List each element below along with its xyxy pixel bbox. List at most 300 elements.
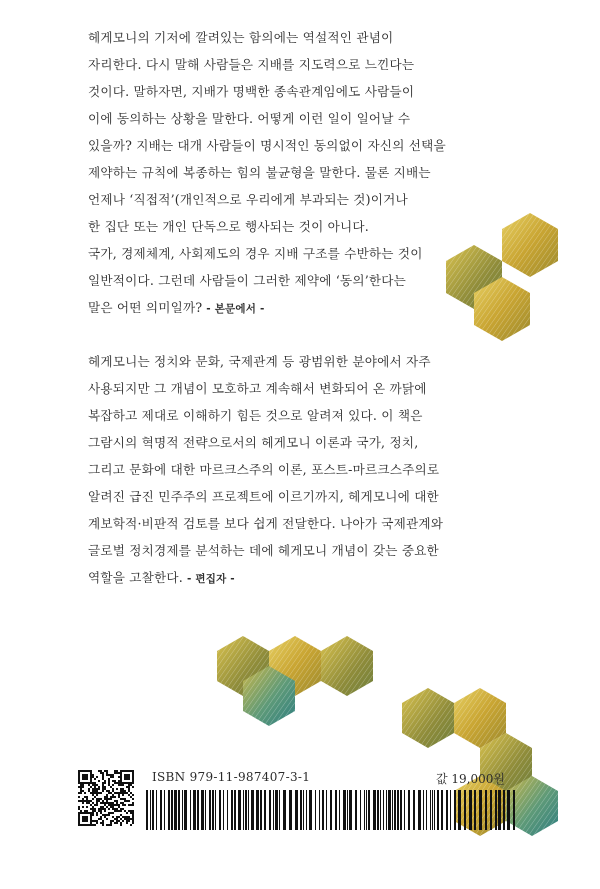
excerpt-credit: - 본문에서 -: [206, 303, 265, 315]
qr-module: [116, 800, 118, 802]
qr-module: [132, 822, 134, 824]
qr-module: [112, 776, 114, 778]
editor-note-line-text: 역할을 고찰한다.: [88, 570, 183, 585]
qr-module: [114, 772, 116, 774]
qr-module: [102, 808, 104, 810]
qr-module: [80, 788, 82, 790]
barcode-bar: [408, 790, 410, 830]
editor-note-line: 헤게모니는 정치와 문화, 국제관계 등 광범위한 분야에서 자주: [88, 354, 431, 369]
qr-module: [88, 802, 90, 804]
qr-module: [106, 802, 108, 804]
qr-module: [104, 802, 106, 804]
qr-module: [126, 792, 128, 794]
editor-note-line: 그리고 문화에 대한 마르크스주의 이론, 포스트-마르크스주의로: [88, 462, 440, 477]
qr-module: [114, 800, 116, 802]
qr-module: [130, 824, 132, 826]
qr-module: [114, 810, 116, 812]
qr-module: [108, 802, 110, 804]
barcode-bar: [197, 790, 199, 830]
qr-module: [110, 820, 112, 822]
barcode-bar: [454, 790, 456, 830]
qr-module: [78, 808, 80, 810]
qr-module: [114, 782, 116, 784]
qr-module: [130, 796, 132, 798]
barcode-bar: [330, 790, 332, 830]
qr-module: [124, 804, 126, 806]
qr-module: [108, 824, 110, 826]
editor-credit: - 편집자 -: [186, 573, 235, 585]
qr-module: [132, 820, 134, 822]
excerpt-line-last: [88, 294, 446, 321]
qr-module: [118, 780, 120, 782]
qr-module: [126, 818, 128, 820]
editor-note-line: 알려진 급진 민주주의 프로젝트에 이르기까지, 헤게모니에 대한: [88, 489, 439, 504]
qr-module: [102, 820, 104, 822]
qr-module: [118, 784, 120, 786]
qr-module: [110, 776, 112, 778]
hexagon-cluster-graphic: [440, 208, 570, 348]
barcode-bar: [251, 790, 254, 830]
qr-module: [132, 802, 134, 804]
barcode-bar: [349, 790, 352, 830]
qr-module: [92, 788, 94, 790]
qr-module: [104, 786, 106, 788]
qr-module: [88, 784, 90, 786]
qr-module: [132, 794, 134, 796]
qr-module: [104, 780, 106, 782]
barcode-bar: [231, 790, 233, 830]
excerpt-line: 이에 동의하는 상황을 말한다. 어떻게 이런 일이 일어날 수: [88, 111, 411, 126]
qr-module: [122, 798, 124, 800]
qr-module: [86, 810, 88, 812]
qr-module: [116, 802, 118, 804]
qr-module: [118, 816, 120, 818]
barcode-bar: [215, 790, 216, 830]
qr-module: [92, 782, 94, 784]
qr-module: [100, 816, 102, 818]
qr-module: [104, 770, 106, 772]
barcode-bar: [275, 790, 278, 830]
qr-module: [112, 816, 114, 818]
qr-module: [102, 806, 104, 808]
qr-module: [94, 786, 96, 788]
barcode-bar: [190, 790, 191, 830]
qr-module: [116, 816, 118, 818]
barcode-bar: [413, 790, 415, 830]
qr-module: [106, 770, 108, 772]
qr-module: [122, 790, 124, 792]
qr-module: [96, 820, 98, 822]
barcode-bar: [347, 790, 348, 830]
qr-module: [94, 796, 96, 798]
qr-module: [112, 790, 114, 792]
barcode-bar: [256, 790, 259, 830]
qr-module: [112, 806, 114, 808]
barcode-bar: [184, 790, 187, 830]
barcode-bar: [171, 790, 173, 830]
barcode-bar: [295, 790, 298, 830]
qr-module: [124, 816, 126, 818]
barcode-bar: [205, 790, 206, 830]
qr-module: [92, 802, 94, 804]
qr-module: [102, 782, 104, 784]
qr-module: [84, 810, 86, 812]
qr-module: [106, 824, 108, 826]
barcode-bar: [434, 790, 435, 830]
qr-module: [116, 792, 118, 794]
qr-module: [102, 814, 104, 816]
barcode-bar: [383, 790, 384, 830]
qr-module: [94, 788, 96, 790]
qr-module: [102, 774, 104, 776]
hexagon-shape: [402, 688, 454, 748]
qr-module: [92, 792, 94, 794]
qr-module: [132, 810, 134, 812]
qr-module: [128, 816, 130, 818]
barcode-bar: [377, 790, 379, 830]
barcode-bar: [319, 790, 320, 830]
qr-module: [98, 780, 100, 782]
qr-module: [108, 778, 110, 780]
qr-module: [98, 786, 100, 788]
qr-module: [96, 790, 98, 792]
qr-module: [106, 818, 108, 820]
qr-module: [96, 798, 98, 800]
qr-module: [100, 792, 102, 794]
qr-module: [110, 812, 112, 814]
qr-module: [104, 814, 106, 816]
qr-module: [110, 786, 112, 788]
qr-module: [106, 806, 108, 808]
qr-module: [122, 794, 124, 796]
barcode-bar: [146, 790, 148, 830]
qr-module: [118, 796, 120, 798]
qr-module: [106, 814, 108, 816]
qr-module: [78, 806, 80, 808]
qr-module: [126, 812, 128, 814]
qr-module: [102, 772, 104, 774]
qr-module: [130, 804, 132, 806]
barcode-bar: [303, 790, 304, 830]
qr-module: [106, 774, 108, 776]
qr-module: [92, 824, 94, 826]
qr-module: [106, 796, 108, 798]
barcode-bar: [366, 790, 367, 830]
qr-module: [106, 798, 108, 800]
qr-module: [116, 808, 118, 810]
qr-module: [100, 812, 102, 814]
qr-module: [110, 798, 112, 800]
qr-module: [80, 800, 82, 802]
barcode-bar: [243, 790, 244, 830]
barcode-bar: [503, 790, 505, 830]
qr-module: [116, 804, 118, 806]
barcode-bar: [279, 790, 280, 830]
qr-module: [92, 812, 94, 814]
qr-module: [106, 800, 108, 802]
qr-module: [112, 784, 114, 786]
qr-module: [82, 774, 88, 780]
barcode-bar: [269, 790, 271, 830]
qr-module: [112, 774, 114, 776]
qr-module: [82, 798, 84, 800]
barcode-bar: [479, 790, 482, 830]
qr-module: [88, 800, 90, 802]
qr-module: [122, 820, 124, 822]
qr-module: [114, 822, 116, 824]
qr-module: [124, 810, 126, 812]
qr-module: [122, 804, 124, 806]
qr-module: [94, 824, 96, 826]
excerpt-paragraph: [88, 24, 446, 321]
hexagon-shape: [502, 213, 558, 277]
barcode-bar: [388, 790, 391, 830]
editor-note-line: 사용되지만 그 개념이 모호하고 계속해서 변화되어 온 까닭에: [88, 381, 427, 396]
barcode-bar: [507, 790, 510, 830]
qr-module: [130, 784, 132, 786]
qr-module: [128, 810, 130, 812]
barcode-bar: [273, 790, 274, 830]
qr-module: [108, 784, 110, 786]
barcode-bar: [234, 790, 236, 830]
qr-module: [116, 772, 118, 774]
qr-module: [96, 784, 98, 786]
barcode-bar: [380, 790, 381, 830]
qr-module: [116, 820, 118, 822]
qr-module: [102, 800, 104, 802]
editor-note-line: 그람시의 혁명적 전략으로서의 헤게모니 이론과 국가, 정치,: [88, 435, 419, 450]
qr-module: [86, 796, 88, 798]
qr-module: [132, 786, 134, 788]
barcode-bar: [160, 790, 162, 830]
qr-module: [98, 788, 100, 790]
barcode-bar: [174, 790, 177, 830]
qr-module: [122, 792, 124, 794]
barcode-bar: [227, 790, 228, 830]
qr-module: [132, 816, 134, 818]
qr-module: [96, 802, 98, 804]
qr-module: [88, 788, 90, 790]
qr-module: [102, 776, 104, 778]
qr-module: [116, 810, 118, 812]
qr-module: [96, 792, 98, 794]
qr-module: [122, 788, 124, 790]
qr-module: [112, 796, 114, 798]
qr-module: [122, 816, 124, 818]
barcode-bar: [289, 790, 292, 830]
qr-module: [126, 822, 128, 824]
editor-note-line: 계보학적·비판적 검토를 보다 쉽게 전달한다. 나아가 국제관계와: [88, 516, 444, 531]
editor-note-paragraph: [88, 348, 443, 591]
barcode-bar: [485, 790, 487, 830]
qr-module: [98, 810, 100, 812]
qr-module: [78, 800, 80, 802]
qr-module: [120, 822, 122, 824]
qr-module: [120, 824, 122, 826]
qr-module: [94, 810, 96, 812]
qr-module: [98, 808, 100, 810]
excerpt-line-text: 말은 어떤 의미일까?: [88, 300, 203, 315]
qr-module: [90, 786, 92, 788]
qr-module: [104, 782, 106, 784]
qr-module: [100, 806, 102, 808]
qr-module: [78, 796, 80, 798]
barcode-bar: [152, 790, 154, 830]
qr-module: [118, 804, 120, 806]
barcode-bar: [418, 790, 421, 830]
excerpt-line: 한 집단 또는 개인 단독으로 행사되는 것이 아니다.: [88, 219, 369, 234]
qr-module: [112, 812, 114, 814]
barcode-bar: [245, 790, 247, 830]
qr-module: [84, 796, 86, 798]
qr-module: [132, 812, 134, 814]
qr-module: [114, 780, 116, 782]
qr-module: [82, 802, 84, 804]
qr-module: [122, 784, 124, 786]
qr-module: [130, 792, 132, 794]
barcode-bar: [193, 790, 196, 830]
qr-module: [86, 800, 88, 802]
qr-module: [96, 822, 98, 824]
barcode-bar: [178, 790, 180, 830]
qr-module: [132, 798, 134, 800]
qr-module: [100, 818, 102, 820]
qr-module: [104, 796, 106, 798]
qr-module: [128, 804, 130, 806]
barcode-bar: [394, 790, 396, 830]
qr-module: [112, 788, 114, 790]
qr-module: [110, 824, 112, 826]
qr-module: [92, 774, 94, 776]
qr-module: [102, 786, 104, 788]
qr-module: [96, 794, 98, 796]
qr-module: [92, 790, 94, 792]
qr-module: [120, 788, 122, 790]
barcode-bar: [513, 790, 515, 830]
qr-module: [100, 822, 102, 824]
barcode-bar: [423, 790, 424, 830]
excerpt-line: 있을까? 지배는 대개 사람들이 명시적인 동의없이 자신의 선택을: [88, 138, 446, 153]
barcode-bar: [397, 790, 399, 830]
qr-module: [92, 810, 94, 812]
barcode-bar: [400, 790, 402, 830]
barcode-bar: [182, 790, 183, 830]
qr-module: [102, 778, 104, 780]
qr-module: [128, 794, 130, 796]
excerpt-line: 언제나 ‘직접적’(개인적으로 우리에게 부과되는 것)이거나: [88, 192, 408, 207]
qr-module: [82, 790, 84, 792]
qr-module: [122, 808, 124, 810]
barcode-bar: [343, 790, 346, 830]
barcode-bar: [322, 790, 324, 830]
qr-module: [92, 814, 94, 816]
qr-module: [124, 790, 126, 792]
qr-module: [120, 818, 122, 820]
barcode-bar: [306, 790, 307, 830]
qr-module: [92, 776, 94, 778]
qr-module: [82, 786, 84, 788]
barcode: [146, 790, 516, 830]
qr-module: [92, 798, 94, 800]
qr-module: [98, 770, 100, 772]
qr-module: [118, 810, 120, 812]
qr-module: [90, 792, 92, 794]
barcode-bar: [326, 790, 327, 830]
qr-module: [116, 818, 118, 820]
barcode-bar: [168, 790, 170, 830]
qr-module: [112, 802, 114, 804]
qr-module: [112, 804, 114, 806]
barcode-bar: [355, 790, 357, 830]
qr-module: [80, 786, 82, 788]
qr-module: [80, 810, 82, 812]
barcode-bar: [264, 790, 266, 830]
barcode-bar: [223, 790, 224, 830]
isbn-number: ISBN 979-11-987407-3-1: [152, 770, 311, 784]
qr-module: [82, 806, 84, 808]
qr-module: [128, 820, 130, 822]
barcode-bar: [364, 790, 365, 830]
qr-module: [108, 780, 110, 782]
qr-module: [108, 790, 110, 792]
qr-module: [118, 792, 120, 794]
qr-module: [120, 790, 122, 792]
qr-module: [80, 792, 82, 794]
barcode-bar: [490, 790, 492, 830]
qr-module: [94, 808, 96, 810]
qr-module: [84, 800, 86, 802]
qr-module: [124, 792, 126, 794]
qr-module: [108, 814, 110, 816]
qr-module: [94, 790, 96, 792]
qr-module: [126, 816, 128, 818]
qr-module: [94, 820, 96, 822]
qr-module: [82, 816, 88, 822]
qr-module: [132, 804, 134, 806]
price-label: 값 19,000원: [436, 772, 505, 786]
excerpt-line: 국가, 경제체계, 사회제도의 경우 지배 구조를 수반하는 것이: [88, 246, 423, 261]
qr-module: [108, 804, 110, 806]
barcode-bar: [150, 790, 151, 830]
barcode-bar: [219, 790, 221, 830]
qr-module: [90, 808, 92, 810]
qr-module: [116, 822, 118, 824]
barcode-bar: [339, 790, 340, 830]
barcode-bar: [209, 790, 211, 830]
qr-module: [102, 790, 104, 792]
qr-module: [94, 784, 96, 786]
qr-module: [78, 786, 80, 788]
barcode-bar: [392, 790, 393, 830]
qr-module: [110, 804, 112, 806]
qr-module: [98, 798, 100, 800]
qr-module: [96, 800, 98, 802]
qr-module: [108, 782, 110, 784]
qr-module: [84, 792, 86, 794]
barcode-bar: [426, 790, 427, 830]
hexagon-shape: [321, 636, 373, 696]
qr-module: [100, 810, 102, 812]
qr-module: [120, 802, 122, 804]
qr-module: [78, 792, 80, 794]
qr-module: [100, 772, 102, 774]
excerpt-line: 자리한다. 다시 말해 사람들은 지배를 지도력으로 느낀다는: [88, 57, 415, 72]
qr-module: [82, 784, 84, 786]
barcode-bar: [464, 790, 466, 830]
qr-module: [96, 804, 98, 806]
barcode-bar: [283, 790, 286, 830]
barcode-bar: [315, 790, 316, 830]
